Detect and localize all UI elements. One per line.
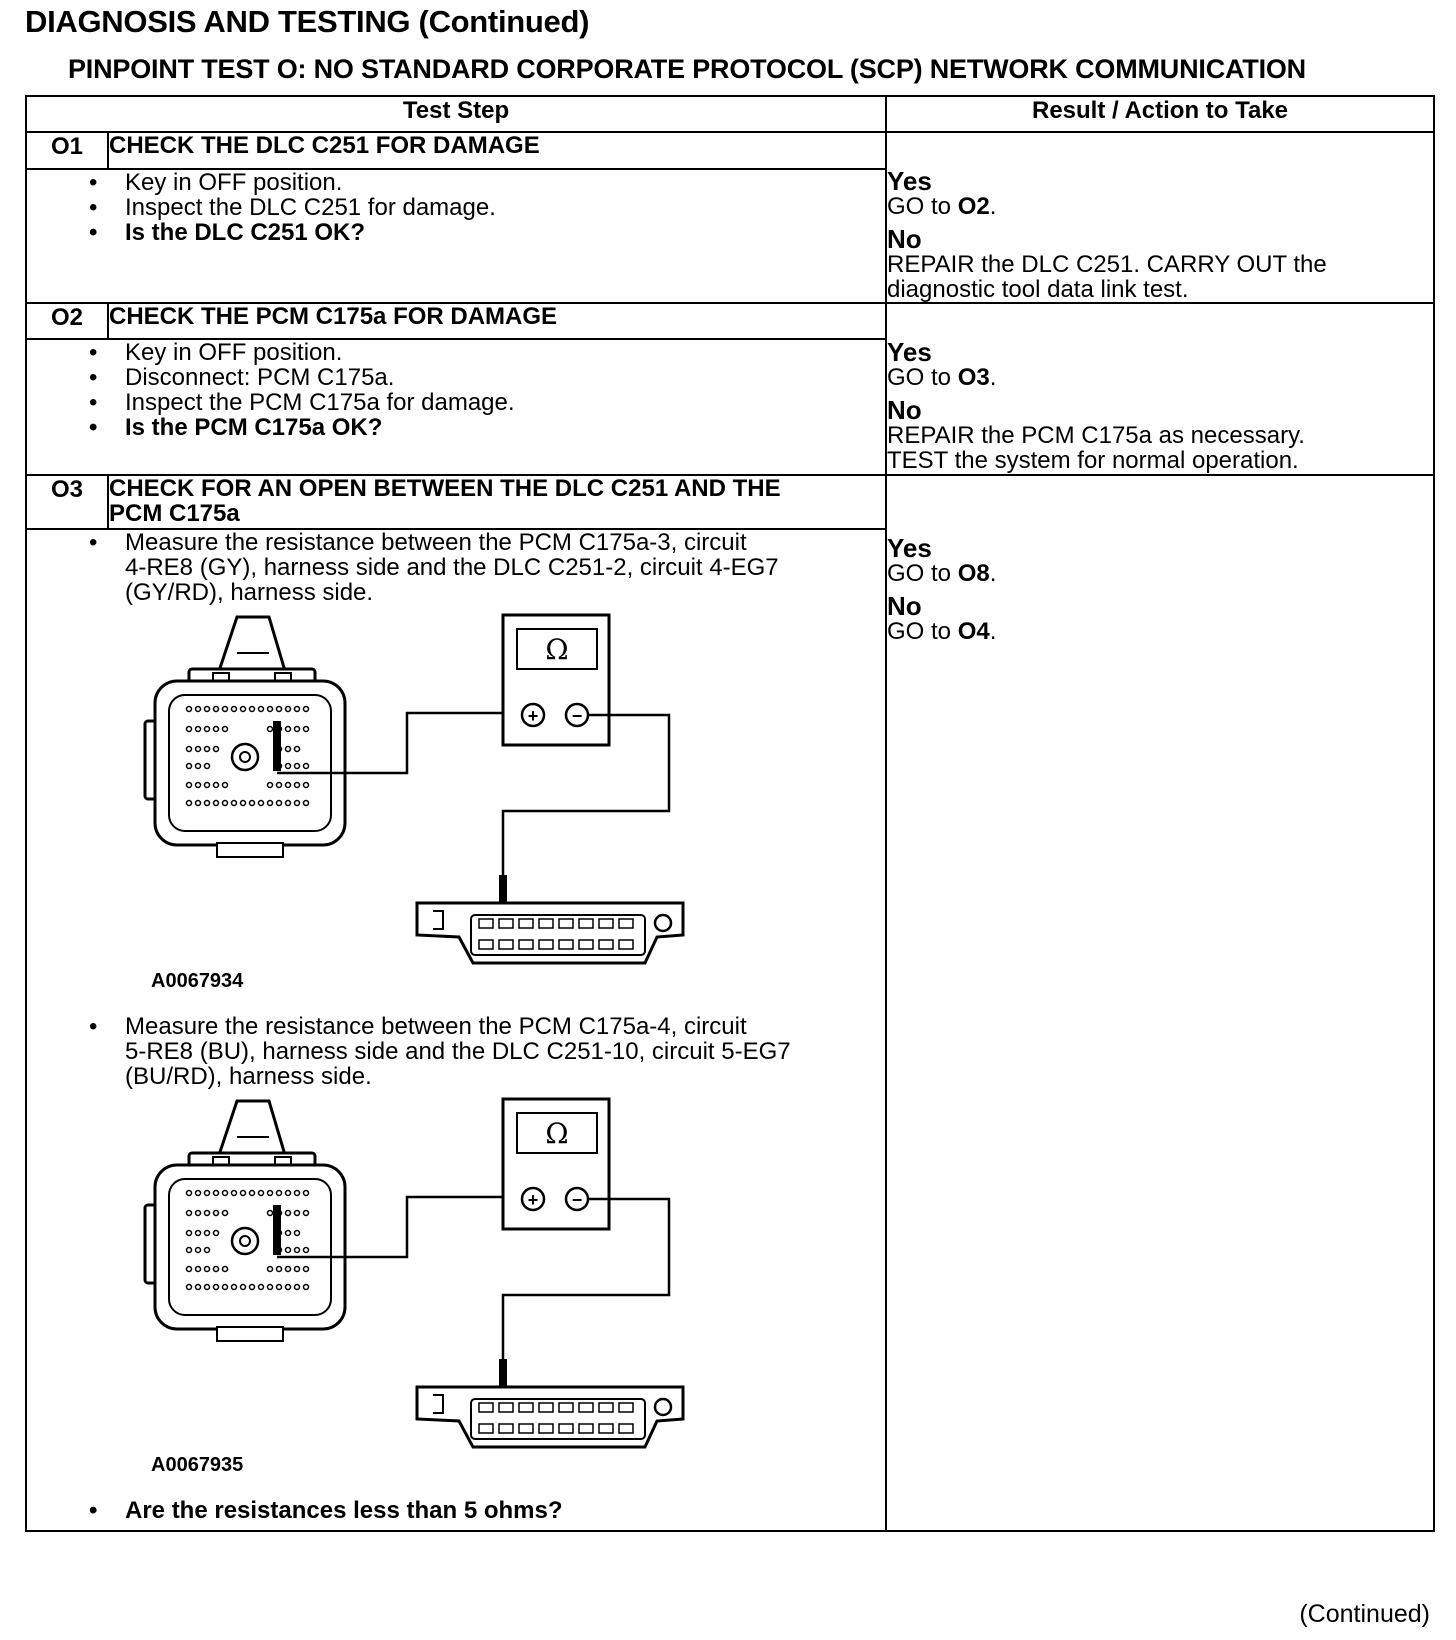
list-item: • Measure the resistance between the PCM C175a-4, circuit 5-RE8 (BU), harness side and the DLC C251-10, circuit 5-EG7 (BU/RD), harness side.: [125, 1014, 865, 1089]
col-header-test-step: Test Step: [26, 96, 886, 132]
step-question: • Is the PCM C175a OK?: [125, 415, 865, 440]
meter-plus: +: [527, 706, 539, 726]
step-title: CHECK THE DLC C251 FOR DAMAGE: [108, 132, 886, 169]
continued-label: (Continued): [1299, 1600, 1430, 1628]
list-item: • Key in OFF position.: [125, 170, 865, 195]
page-title: DIAGNOSIS AND TESTING (Continued): [25, 4, 590, 39]
step-number: O3: [26, 475, 108, 529]
pinpoint-test-table: [25, 95, 1435, 1532]
figure-id: A0067935: [151, 1454, 244, 1476]
list-item: • Key in OFF position.: [125, 340, 865, 365]
yes-action: GO to O3.: [887, 364, 997, 391]
list-item: • Measure the resistance between the PCM C175a-3, circuit 4-RE8 (GY), harness side and the DLC C251-2, circuit 4-EG7 (GY/RD), harness side.: [125, 530, 865, 605]
yes-action: GO to O2.: [887, 193, 997, 220]
meter-minus: −: [571, 706, 583, 726]
no-action-line: diagnostic tool data link test.: [887, 276, 1189, 303]
list-item: • Inspect the DLC C251 for damage.: [125, 195, 865, 220]
ohm-symbol: Ω: [545, 1117, 569, 1150]
step-o2-title-row: [26, 303, 1434, 339]
meter-plus: +: [527, 1190, 539, 1210]
no-label: No: [887, 591, 922, 621]
step-o1-instructions: [26, 169, 886, 303]
step-o3-title-row: [26, 475, 1434, 529]
wiring-diagram-2: [137, 1097, 697, 1453]
no-action: GO to O4.: [887, 618, 997, 645]
step-o3-instructions: [26, 529, 886, 1531]
no-label: No: [887, 395, 922, 425]
step-title: CHECK FOR AN OPEN BETWEEN THE DLC C251 AND THE PCM C175a: [108, 475, 886, 529]
step-o3-result: [886, 475, 1434, 1531]
list-item: • Disconnect: PCM C175a.: [125, 365, 865, 390]
step-title: CHECK THE PCM C175a FOR DAMAGE: [108, 303, 886, 339]
step-question: • Is the DLC C251 OK?: [125, 220, 865, 245]
yes-label: Yes: [887, 533, 932, 563]
no-label: No: [887, 224, 922, 254]
step-o2-instructions: [26, 339, 886, 475]
no-action-line: TEST the system for normal operation.: [887, 447, 1299, 474]
step-number: O2: [26, 303, 108, 339]
no-action-line: REPAIR the PCM C175a as necessary.: [887, 422, 1305, 449]
list-item: • Inspect the PCM C175a for damage.: [125, 390, 865, 415]
pinpoint-test-title: PINPOINT TEST O: NO STANDARD CORPORATE PROTOCOL (SCP) NETWORK COMMUNICATION: [68, 54, 1306, 84]
col-header-result: Result / Action to Take: [886, 96, 1434, 132]
ohm-symbol: Ω: [545, 633, 569, 666]
figure-id: A0067934: [151, 970, 244, 992]
meter-minus: −: [571, 1190, 583, 1210]
table-header-row: [26, 96, 1434, 132]
yes-label: Yes: [887, 166, 932, 196]
yes-label: Yes: [887, 337, 932, 367]
wiring-diagram-1: [137, 613, 697, 969]
step-o1-title-row: [26, 132, 1434, 169]
no-action-line: REPAIR the DLC C251. CARRY OUT the: [887, 251, 1327, 278]
yes-action: GO to O8.: [887, 560, 997, 587]
step-question: • Are the resistances less than 5 ohms?: [125, 1498, 865, 1523]
step-o1-result: [886, 132, 1434, 303]
step-number: O1: [26, 132, 108, 169]
step-o2-result: [886, 303, 1434, 475]
